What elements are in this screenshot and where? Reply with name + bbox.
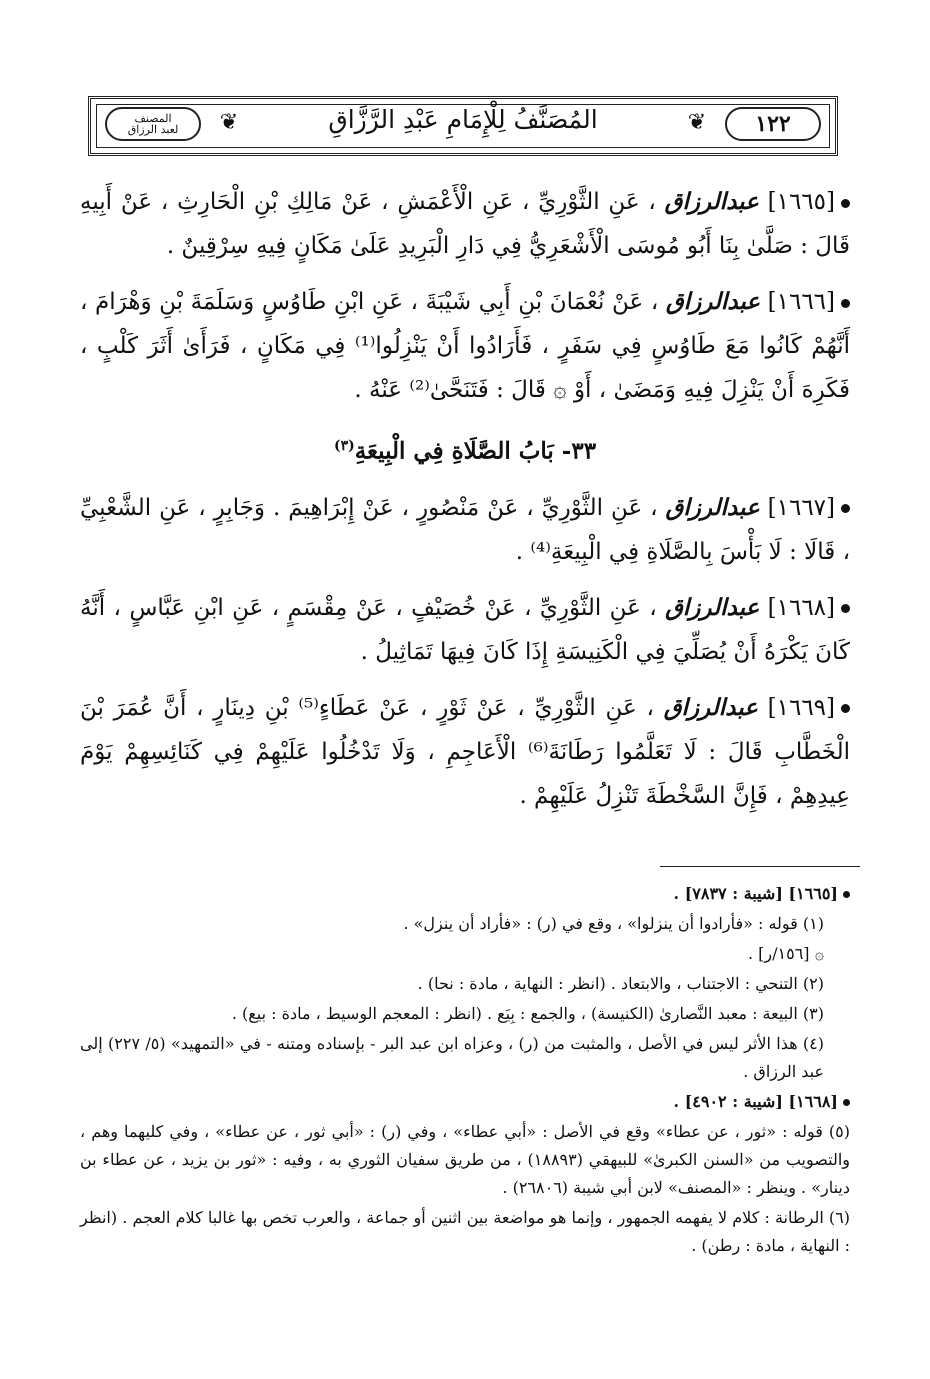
bullet-icon [843,891,850,898]
source-ref-text: [١٦٦٨] [شيبة : ٤٩٠٢] . [673,1092,838,1111]
bullet-icon [841,299,850,308]
source-ref-text: [١٦٦٥] [شيبة : ٧٨٣٧] . [673,884,838,903]
footnote-4: (٤) هذا الأثر ليس في الأصل ، والمثبت من (ر) ، وعزاه ابن عبد البر - بإسناده ومتنه - في «التمهيد» (٥/ ٢٢٧) إلى عبد الرزاق . [80,1034,825,1081]
footnote-separator [660,866,860,867]
footnote-1: (١) قوله : «فأرادوا أن ينزلوا» ، وقع في (ر) : «فأراد أن ينزل» . [403,914,824,933]
hadith-text: ، عَنِ الثَّوْرِيِّ ، عَنْ مَنْصُورٍ ، عَنْ إِبْرَاهِيمَ . وَجَابِرٍ ، عَنِ الشَّعْبِيِّ ، قَالَا : لَا بَأْسَ بِالصَّلَاةِ فِي الْبِيعَةِ⁽⁴⁾ . [80,494,850,565]
bullet-icon [841,199,850,208]
hadith-text: ، عَنِ الثَّوْرِيِّ ، عَنِ الْأَعْمَشِ ، عَنْ مَالِكِ بْنِ الْحَارِثِ ، عَنْ أَبِيهِ قَالَ : صَلَّىٰ بِنَا أَبُو مُوسَى الْأَشْعَرِيُّ فِي دَارِ الْبَرِيدِ عَلَىٰ مَكَانٍ فِيهِ سِرْقِينٌ . [80,189,850,259]
footnote-5: (٥) قوله : «ثور ، عن عطاء» وقع في الأصل : «أبي عطاء» ، وفي (ر) : «أبي ثور ، عن عطاء» ، وفي كليهما وهم ، والتصويب من «السنن الكبرىٰ» للبيهقي (١٨٨٩٣) ، من طريق سفيان الثوري به ، وفيه : «ثور بن يزيد ، عن عطاء بن دينار» . وينظر : «المصنف» لابن أبي شيبة (٢٦٨٠٦) . [80,1122,851,1197]
author-name: عبدالرزاق [665,288,761,315]
bullet-icon [843,1099,850,1106]
chapter-heading [80,424,850,474]
logo-line1: المصنف [134,112,172,125]
footnote-6: (٦) الرطانة : كلام لا يفهمه الجمهور ، وإنما هو مواضعة بين اثنين أو جماعة ، والعرب تخص بها غالبا كلام العجم . (انظر : النهاية ، مادة : رطن) . [80,1208,851,1255]
author-name: عبدالرزاق [664,188,759,215]
hadith-1666 [80,280,850,412]
logo-line2: لعبد الرزاق [127,123,179,136]
hadith-text: ، عَنِ الثَّوْرِيِّ ، عَنْ ثَوْرٍ ، عَنْ عَطَاءٍ⁽⁵⁾ بْنِ دِينَارٍ ، أَنَّ عُمَرَ بْنَ الْخَطَّابِ قَالَ : لَا تَعَلَّمُوا رَطَانَةَ⁽⁶⁾ الْأَعَاجِمِ ، وَلَا تَدْخُلُوا عَلَيْهِمْ فِي كَنَائِسِهِمْ يَوْمَ عِيدِهِمْ ، فَإِنَّ السَّخْطَةَ تَنْزِلُ عَلَيْهِمْ . [80,694,851,809]
source-ref-1665 [80,880,850,908]
hadith-1667 [80,486,850,574]
footnote-3: (٣) البيعة : معبد النَّصارىٰ (الكنيسة) ، والجمع : بِيَع . (انظر : المعجم الوسيط ، مادة : بيع) . [231,1004,824,1023]
chapter-title: ٣٣- بَابُ الصَّلَاةِ فِي الْبِيعَةِ [354,437,597,465]
author-name: عبدالرزاق [663,693,758,721]
footnote-2: (٢) التنحي : الاجتناب ، والابتعاد . (انظر : النهاية ، مادة : نحا) . [417,974,824,993]
hadith-1669 [80,686,850,818]
bullet-icon [841,604,850,613]
hadith-number: [١٦٦٥] [767,189,835,215]
footnotes [80,880,850,1262]
main-text [80,180,850,830]
source-ref-1668 [80,1088,850,1116]
hadith-number: [١٦٦٧] [767,494,836,521]
page-header [88,96,838,156]
author-name: عبدالرزاق [665,593,760,621]
hadith-number: [١٦٦٦] [767,289,836,315]
ornament-icon: ❦ [687,110,707,135]
bullet-icon [841,504,850,513]
hadith-1668 [80,586,850,674]
book-logo [105,107,201,141]
page-number: ١٢٢ [755,111,791,137]
author-name: عبدالرزاق [665,493,760,521]
hadith-number: [١٦٦٩] [767,694,836,721]
hadith-number: [١٦٦٨] [767,594,836,621]
hadith-text: ، عَنْ نُعْمَانَ بْنِ أَبِي شَيْبَةَ ، عَنِ ابْنِ طَاوُسٍ وَسَلَمَةَ بْنِ وَهْرَامَ ، أَنَّهُمْ كَانُوا مَعَ طَاوُسٍ فِي سَفَرٍ ، فَأَرَادُوا أَنْ يَنْزِلُوا⁽¹⁾ فِي مَكَانٍ ، فَرَأَىٰ أَثَرَ كَلْبٍ ، فَكَرِهَ أَنْ يَنْزِلَ فِيهِ وَمَضَىٰ ، أَوْ ۞ قَالَ : فَتَنَحَّىٰ⁽²⁾ عَنْهُ . [80,289,851,403]
chapter-footnote-ref: (٣) [333,438,355,454]
running-title: المُصَنَّفُ لِلْإِمَامِ عَبْدِ الرَّزَّاقِ [328,105,598,134]
hadith-1665 [80,180,850,268]
page-number-badge [725,107,821,141]
hadith-text: ، عَنِ الثَّوْرِيِّ ، عَنْ خُصَيْفٍ ، عَنْ مِقْسَمٍ ، عَنِ ابْنِ عَبَّاسٍ ، أَنَّهُ كَانَ يَكْرَهُ أَنْ يُصَلِّيَ فِي الْكَنِيسَةِ إِذَا كَانَ فِيهَا تَمَاثِيلُ . [80,594,850,665]
bullet-icon [841,704,850,713]
ornament-icon: ❦ [219,110,239,135]
footnote-folio: ۞ [١٥٦/ر] . [747,944,824,963]
